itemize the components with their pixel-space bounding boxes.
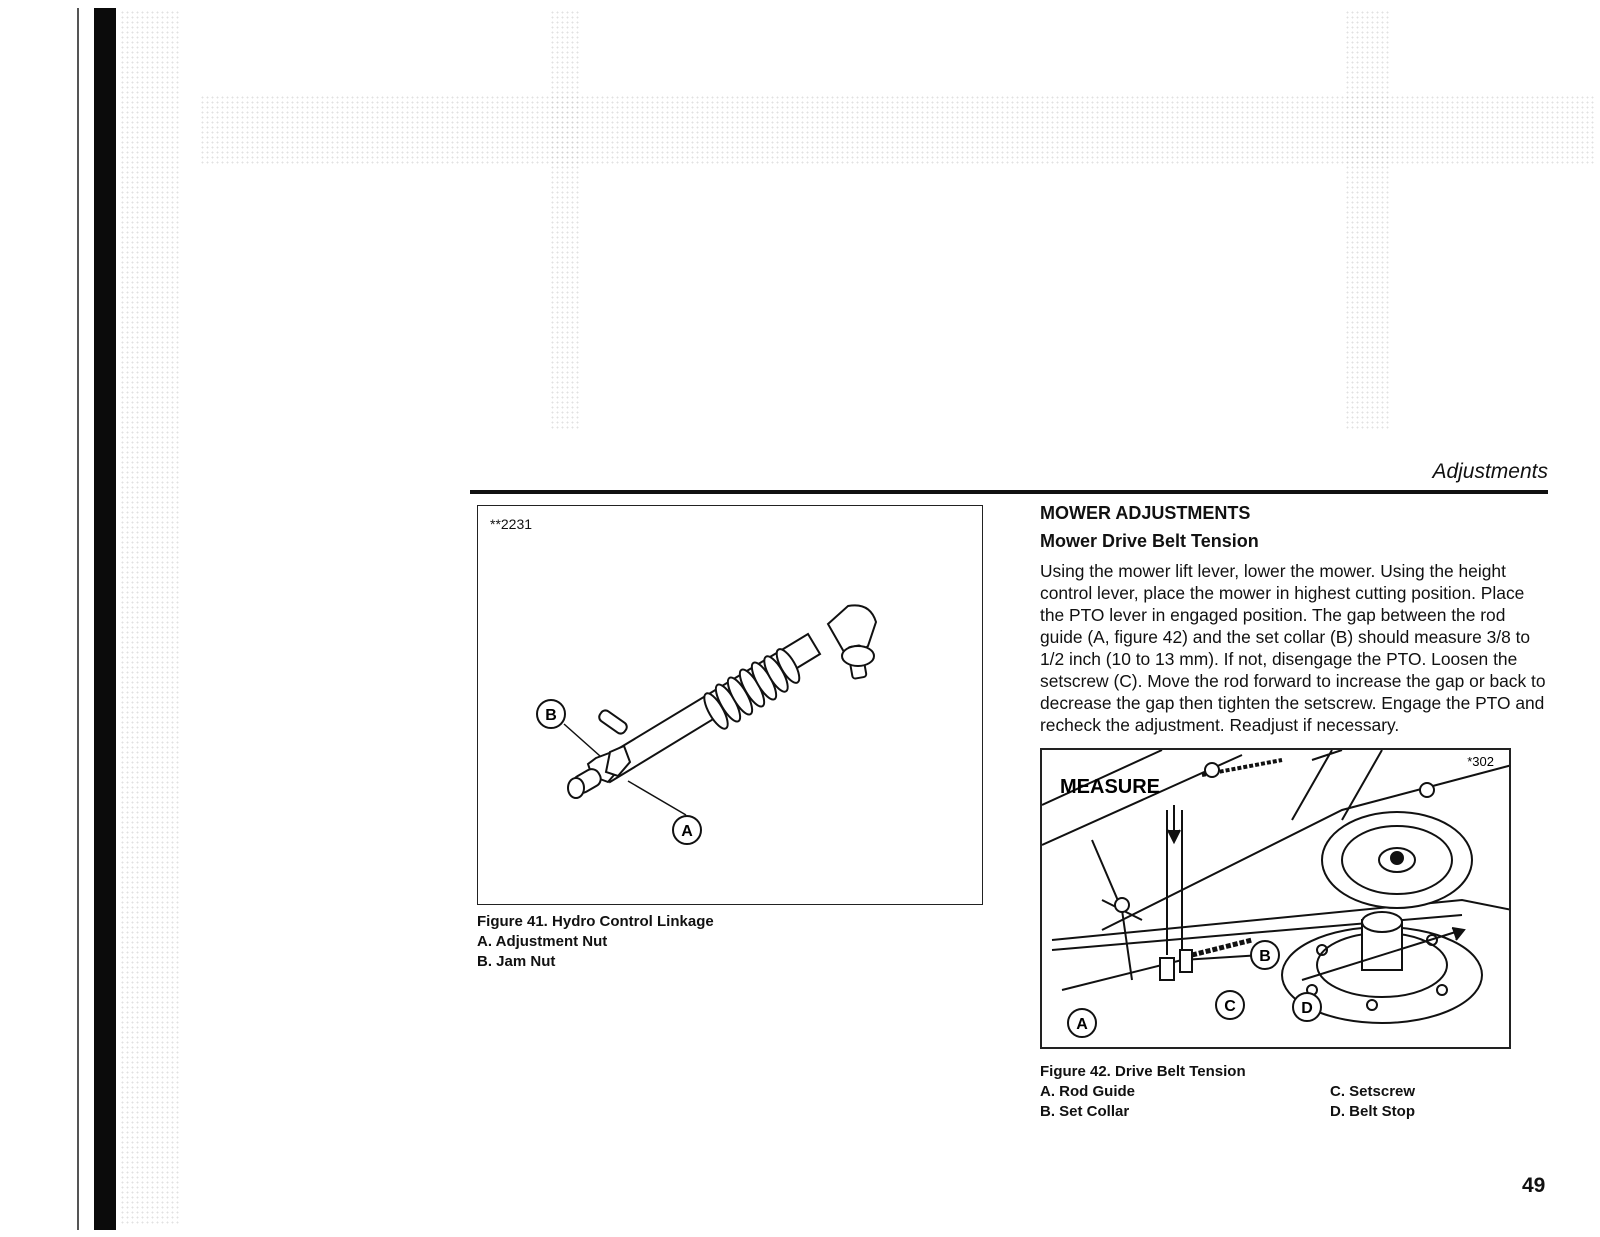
callout-a-label: A [681, 823, 693, 840]
binding-edge-shadow [94, 8, 116, 1230]
figure-41-code: **2231 [490, 516, 533, 532]
svg-text:B: B [1259, 948, 1271, 965]
figure-41-frame [477, 505, 983, 905]
measure-label: MEASURE [1060, 776, 1161, 798]
figure-42-item-a: A. Rod Guide [1040, 1083, 1135, 1100]
bleed-through-column-1 [550, 10, 580, 430]
callout-b-label: B [545, 707, 557, 724]
belt-tension-instructions: Using the mower lift lever, lower the mower. Using the height control lever, place the mower in highest cutting position. Place the PTO lever in engaged position. The gap between the rod guide (A, figure 42) and the set collar (B) should measure 3/8 to 1/2 inch (10 to 13 mm). If not, disengage the PTO. Loosen the setscrew (C). Move the rod forward to increase the gap or back to decrease the gap then tighten the setscrew. Engage the PTO and recheck the adjustment. Readjust if necessary. [1040, 561, 1546, 735]
callout-a [673, 816, 701, 844]
svg-text:A: A [1076, 1016, 1088, 1033]
rod-guide [1160, 958, 1174, 980]
svg-text:C: C [1224, 998, 1236, 1015]
figure-42-caption: Figure 42. Drive Belt Tension [1040, 1063, 1246, 1080]
figure-41-item-b: B. Jam Nut [477, 953, 556, 970]
rod-spring [1192, 940, 1252, 955]
section-title: Adjustments [1432, 460, 1548, 483]
callout-c-42 [1216, 991, 1244, 1019]
callout-d-42 [1293, 993, 1321, 1021]
bleed-through-left [120, 10, 180, 1225]
callout-b-42 [1251, 941, 1279, 969]
ball-joint-nut [842, 646, 874, 666]
bleed-through-column-2 [1345, 10, 1390, 430]
page-number: 49 [1522, 1174, 1546, 1197]
figure-42-item-c: C. Setscrew [1330, 1083, 1416, 1100]
binding-edge-line [77, 8, 79, 1230]
deck-struts [1292, 750, 1382, 820]
set-collar [1180, 950, 1192, 972]
linkage-side-pin [597, 708, 628, 735]
subsection-heading: Mower Drive Belt Tension [1040, 531, 1259, 551]
figure-42-item-b: B. Set Collar [1040, 1103, 1130, 1120]
hydro-control-linkage-illustration [478, 506, 981, 903]
figure-42-frame [1040, 748, 1511, 1049]
callout-a-42 [1068, 1009, 1096, 1037]
linkage-spring [700, 646, 804, 732]
threaded-end-cap [568, 778, 584, 798]
callout-b [537, 700, 565, 728]
svg-text:D: D [1301, 1000, 1313, 1017]
header-rule [470, 490, 1548, 494]
figure-42-caption-block [1040, 1062, 1460, 1122]
figure-42-code: *302 [1467, 754, 1494, 769]
figure-41-caption: Figure 41. Hydro Control Linkage [477, 913, 714, 930]
section-heading: MOWER ADJUSTMENTS [1040, 503, 1251, 523]
drive-belt-tension-illustration [1042, 750, 1509, 1047]
figure-41-caption-block [477, 912, 714, 972]
figure-42-item-d: D. Belt Stop [1330, 1103, 1415, 1120]
figure-41-item-a: A. Adjustment Nut [477, 933, 608, 950]
